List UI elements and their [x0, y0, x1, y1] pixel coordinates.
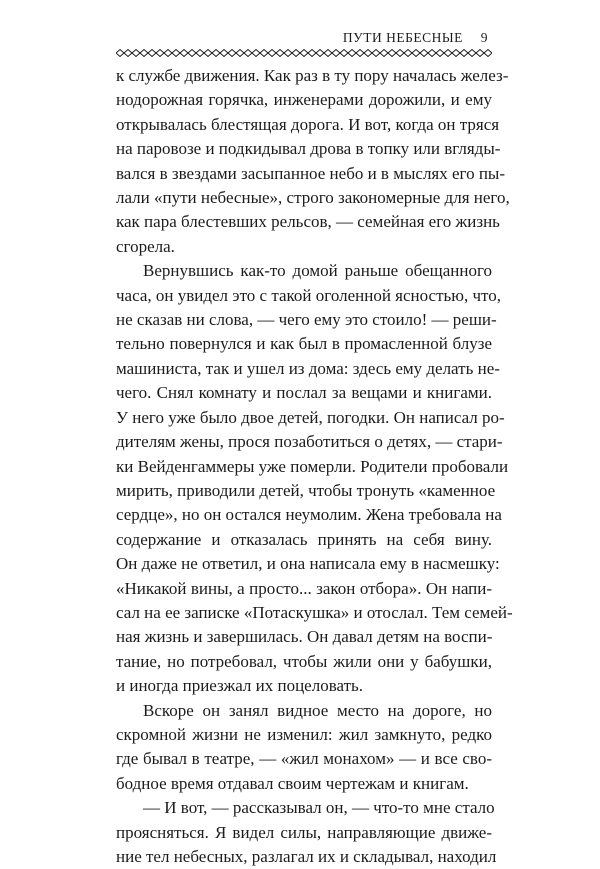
ornament-diamond — [396, 50, 404, 57]
ornament-diamond — [412, 50, 420, 57]
body-text — [116, 64, 513, 869]
ornament-diamond — [284, 50, 292, 57]
paragraph — [116, 796, 497, 869]
ornament-diamond — [316, 50, 324, 57]
running-title: ПУТИ НЕБЕСНЫЕ — [342, 30, 463, 45]
ornament-diamond — [308, 50, 316, 57]
text-line: сал на ее записке «Потаскушка» и отослал. Тем семей- — [116, 602, 513, 622]
ornament-diamond — [372, 50, 380, 57]
text-line: на паровозе и подкидывал дрова в топку или вгляды- — [116, 139, 501, 159]
ornament-diamond — [228, 50, 236, 57]
text-line: часа, он увидел это с такой оголенной ясностью, что, — [116, 285, 501, 305]
text-line: У него уже было двое детей, погодки. Он написал ро- — [116, 407, 505, 427]
ornament-diamond — [332, 50, 340, 57]
ornament-diamond — [156, 50, 164, 57]
text-line: тельно повернулся и как был в промасленной блузе — [116, 334, 492, 354]
ornament-diamond — [188, 50, 196, 57]
ornament-diamond — [468, 50, 476, 57]
ornament-diamond — [260, 50, 268, 57]
running-header — [343, 30, 488, 46]
text-line: лали «пути небесные», строго закономерные для него, — [116, 188, 510, 208]
paragraph — [116, 64, 510, 259]
text-line: машиниста, так и ушел из дома: здесь ему делать не- — [116, 358, 500, 378]
text-line: мирить, приводили детей, чтобы тронуть «каменное — [116, 480, 496, 500]
text-line: вался в звездами засыпанное небо и в мыслях его пы- — [116, 163, 506, 183]
text-line: «Никакой вины, а просто... закон отбора». Он напи- — [116, 578, 492, 598]
paragraph — [116, 259, 513, 698]
ornament-diamond — [436, 50, 444, 57]
text-line: не сказав ни слова, — чего ему это стоило! — реши- — [116, 310, 497, 330]
ornament-diamond — [164, 50, 172, 57]
ornament-diamond — [132, 50, 140, 57]
ornament-diamond — [404, 50, 412, 57]
text-line: дителям жены, прося позаботиться о детях, — стари- — [116, 432, 503, 452]
text-line: содержание и отказалась принять на себя вину. — [116, 529, 492, 549]
ornament-diamond — [452, 50, 460, 57]
ornament-diamond — [244, 50, 252, 57]
text-line: чего. Снял комнату и послал за вещами и книгами. — [116, 383, 492, 403]
text-line: где бывал в театре, — «жил монахом» — и все сво- — [116, 749, 492, 769]
text-line: сгорела. — [116, 236, 175, 256]
ornament-diamond — [428, 50, 436, 57]
text-line: к службе движения. Как раз в ту пору началась желез- — [116, 66, 509, 85]
text-line: Вскоре он занял видное место на дороге, но — [143, 700, 492, 720]
ornament-diamond — [348, 50, 356, 57]
ornament-diamond — [484, 50, 492, 57]
ornament-diamond — [364, 50, 372, 57]
text-line: как пара блестевших рельсов, — семейная его жизнь — [116, 212, 500, 232]
ornament-diamond — [356, 50, 364, 57]
text-line: — И вот, — рассказывал он, — что-то мне стало — [143, 798, 495, 818]
ornament-diamond — [444, 50, 452, 57]
ornament-diamond — [236, 50, 244, 57]
text-line: сердце», но он остался неумолим. Жена требовала на — [116, 505, 502, 525]
text-line: тание, но потребовал, чтобы жили они у бабушки, — [116, 651, 492, 671]
text-line: ние тел небесных, разлагал их и складывал, находил — [116, 847, 497, 866]
ornament-diamond — [460, 50, 468, 57]
text-line: ная жизнь и завершилась. Он давал детям на воспи- — [116, 627, 493, 647]
paragraph — [116, 699, 492, 797]
ornament-diamond — [388, 50, 396, 57]
ornament-diamond — [140, 50, 148, 57]
ornament-diamond — [380, 50, 388, 57]
ornament-diamond — [476, 50, 484, 57]
ornament-border — [116, 48, 492, 58]
ornament-diamond — [116, 50, 124, 57]
ornament-diamond — [196, 50, 204, 57]
ornament-diamond — [268, 50, 276, 57]
text-line: скромной жизни не изменил: жил замкнуто, редко — [116, 724, 492, 744]
ornament-diamond — [324, 50, 332, 57]
ornament-diamond — [292, 50, 300, 57]
text-line: Вернувшись как-то домой раньше обещанного — [143, 261, 492, 281]
text-line: Он даже не ответил, и она написала ему в насмешку: — [116, 554, 500, 574]
ornament-diamond — [180, 50, 188, 57]
ornament-diamond — [300, 50, 308, 57]
ornament-diamond — [276, 50, 284, 57]
text-line: проясняться. Я видел силы, направляющие движе- — [116, 822, 492, 842]
text-line: нодорожная горячка, инженерами дорожили, и ему — [116, 90, 492, 110]
text-line: и иногда приезжал их поцеловать. — [116, 676, 364, 696]
page-number: 9 — [480, 30, 488, 45]
ornament-diamond — [204, 50, 212, 57]
text-line: открывалась блестящая дорога. И вот, когда он тряся — [116, 114, 500, 134]
ornament-diamond — [420, 50, 428, 57]
ornament-diamond — [172, 50, 180, 57]
ornament-diamond — [252, 50, 260, 57]
ornament-diamond — [148, 50, 156, 57]
text-line: ки Вейденгаммеры уже померли. Родители пробовали — [116, 456, 509, 476]
ornament-diamond — [220, 50, 228, 57]
text-line: бодное время отдавал своим чертежам и книгам. — [116, 773, 469, 793]
ornament-diamond — [340, 50, 348, 57]
ornament-diamond — [124, 50, 132, 57]
ornament-diamond — [212, 50, 220, 57]
